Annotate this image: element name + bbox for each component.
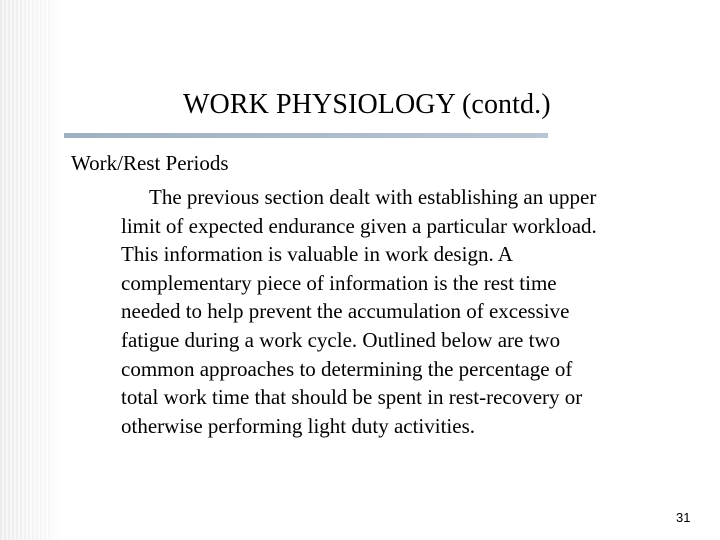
body-line: common approaches to determining the percentage of [121,356,573,381]
body-line: otherwise performing light duty activities. [121,413,476,438]
body-line: needed to help prevent the accumulation of excessive [121,299,570,324]
section-heading: Work/Rest Periods [71,151,229,175]
body-line: The previous section dealt with establishing an upper [149,185,597,209]
body-line: complementary piece of information is the rest time [121,270,557,295]
body-line: limit of expected endurance given a particular workload. [121,213,597,238]
page-number: 31 [676,510,691,525]
decorative-stripes [0,0,64,540]
title-underline [64,133,548,138]
body-line: This information is valuable in work design. A [121,242,513,267]
body-line: total work time that should be spent in rest-recovery or [121,385,583,410]
body-paragraph [121,183,681,440]
slide-title: WORK PHYSIOLOGY (contd.) [183,89,551,120]
body-line: fatigue during a work cycle. Outlined below are two [121,327,561,352]
